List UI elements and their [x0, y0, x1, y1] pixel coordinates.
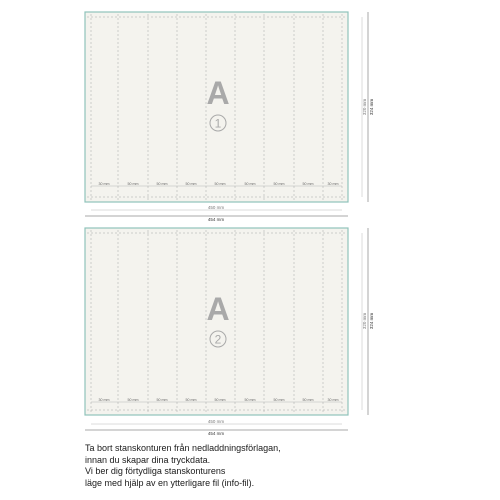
- width-dimension-inner: [91, 205, 342, 210]
- height-inner-label: 320 mm: [362, 98, 367, 116]
- width-outer-label: 454 mm: [207, 217, 225, 222]
- column-label: 50 mm: [273, 398, 285, 402]
- column-label: 50 mm: [244, 182, 256, 186]
- column-label: 50 mm: [156, 182, 168, 186]
- instruction-note: [85, 443, 385, 489]
- height-dimension-outer: [368, 12, 374, 202]
- panel-letter: A: [206, 291, 230, 327]
- note-line: läge med hjälp av en ytterligare fil (info-fil).: [85, 477, 255, 488]
- column-label: 50 mm: [185, 182, 197, 186]
- column-label: 50 mm: [214, 182, 226, 186]
- panel-number: 2: [214, 332, 222, 347]
- column-label: 50 mm: [273, 182, 285, 186]
- width-dimension-inner: [91, 419, 342, 424]
- note-line: Vi ber dig förtydliga stanskonturens: [85, 466, 226, 476]
- column-labels: [99, 182, 339, 186]
- column-label: 50 mm: [214, 398, 226, 402]
- height-dimension-inner: [362, 17, 367, 197]
- column-label: 50 mm: [244, 398, 256, 402]
- column-label: 30 mm: [98, 182, 110, 186]
- column-label: 50 mm: [302, 398, 314, 402]
- height-inner-label: 320 mm: [362, 312, 367, 330]
- height-dimension-inner: [362, 233, 367, 410]
- column-label: 50 mm: [127, 182, 139, 186]
- column-label: 30 mm: [327, 182, 339, 186]
- template-panel-2: [85, 228, 374, 436]
- note-line: innan du skapar dina tryckdata.: [85, 454, 211, 465]
- column-labels: [99, 398, 339, 402]
- height-dimension-outer: [368, 228, 374, 415]
- column-label: 50 mm: [127, 398, 139, 402]
- column-label: 30 mm: [327, 398, 339, 402]
- column-label: 50 mm: [185, 398, 197, 402]
- note-line: Ta bort stanskonturen från nedladdningsförlagan,: [85, 443, 281, 453]
- column-label: 50 mm: [156, 398, 168, 402]
- column-label: 50 mm: [302, 182, 314, 186]
- column-label: 30 mm: [98, 398, 110, 402]
- width-dimension-outer: [85, 430, 348, 436]
- panel-letter: A: [206, 75, 230, 111]
- width-outer-label: 454 mm: [207, 431, 225, 436]
- height-outer-label: 324 mm: [369, 98, 374, 116]
- width-inner-label: 450 mm: [207, 205, 225, 210]
- width-dimension-outer: [85, 216, 348, 222]
- height-outer-label: 324 mm: [369, 312, 374, 330]
- template-panel-1: [85, 12, 374, 222]
- panel-number: 1: [214, 116, 222, 131]
- width-inner-label: 450 mm: [207, 419, 225, 424]
